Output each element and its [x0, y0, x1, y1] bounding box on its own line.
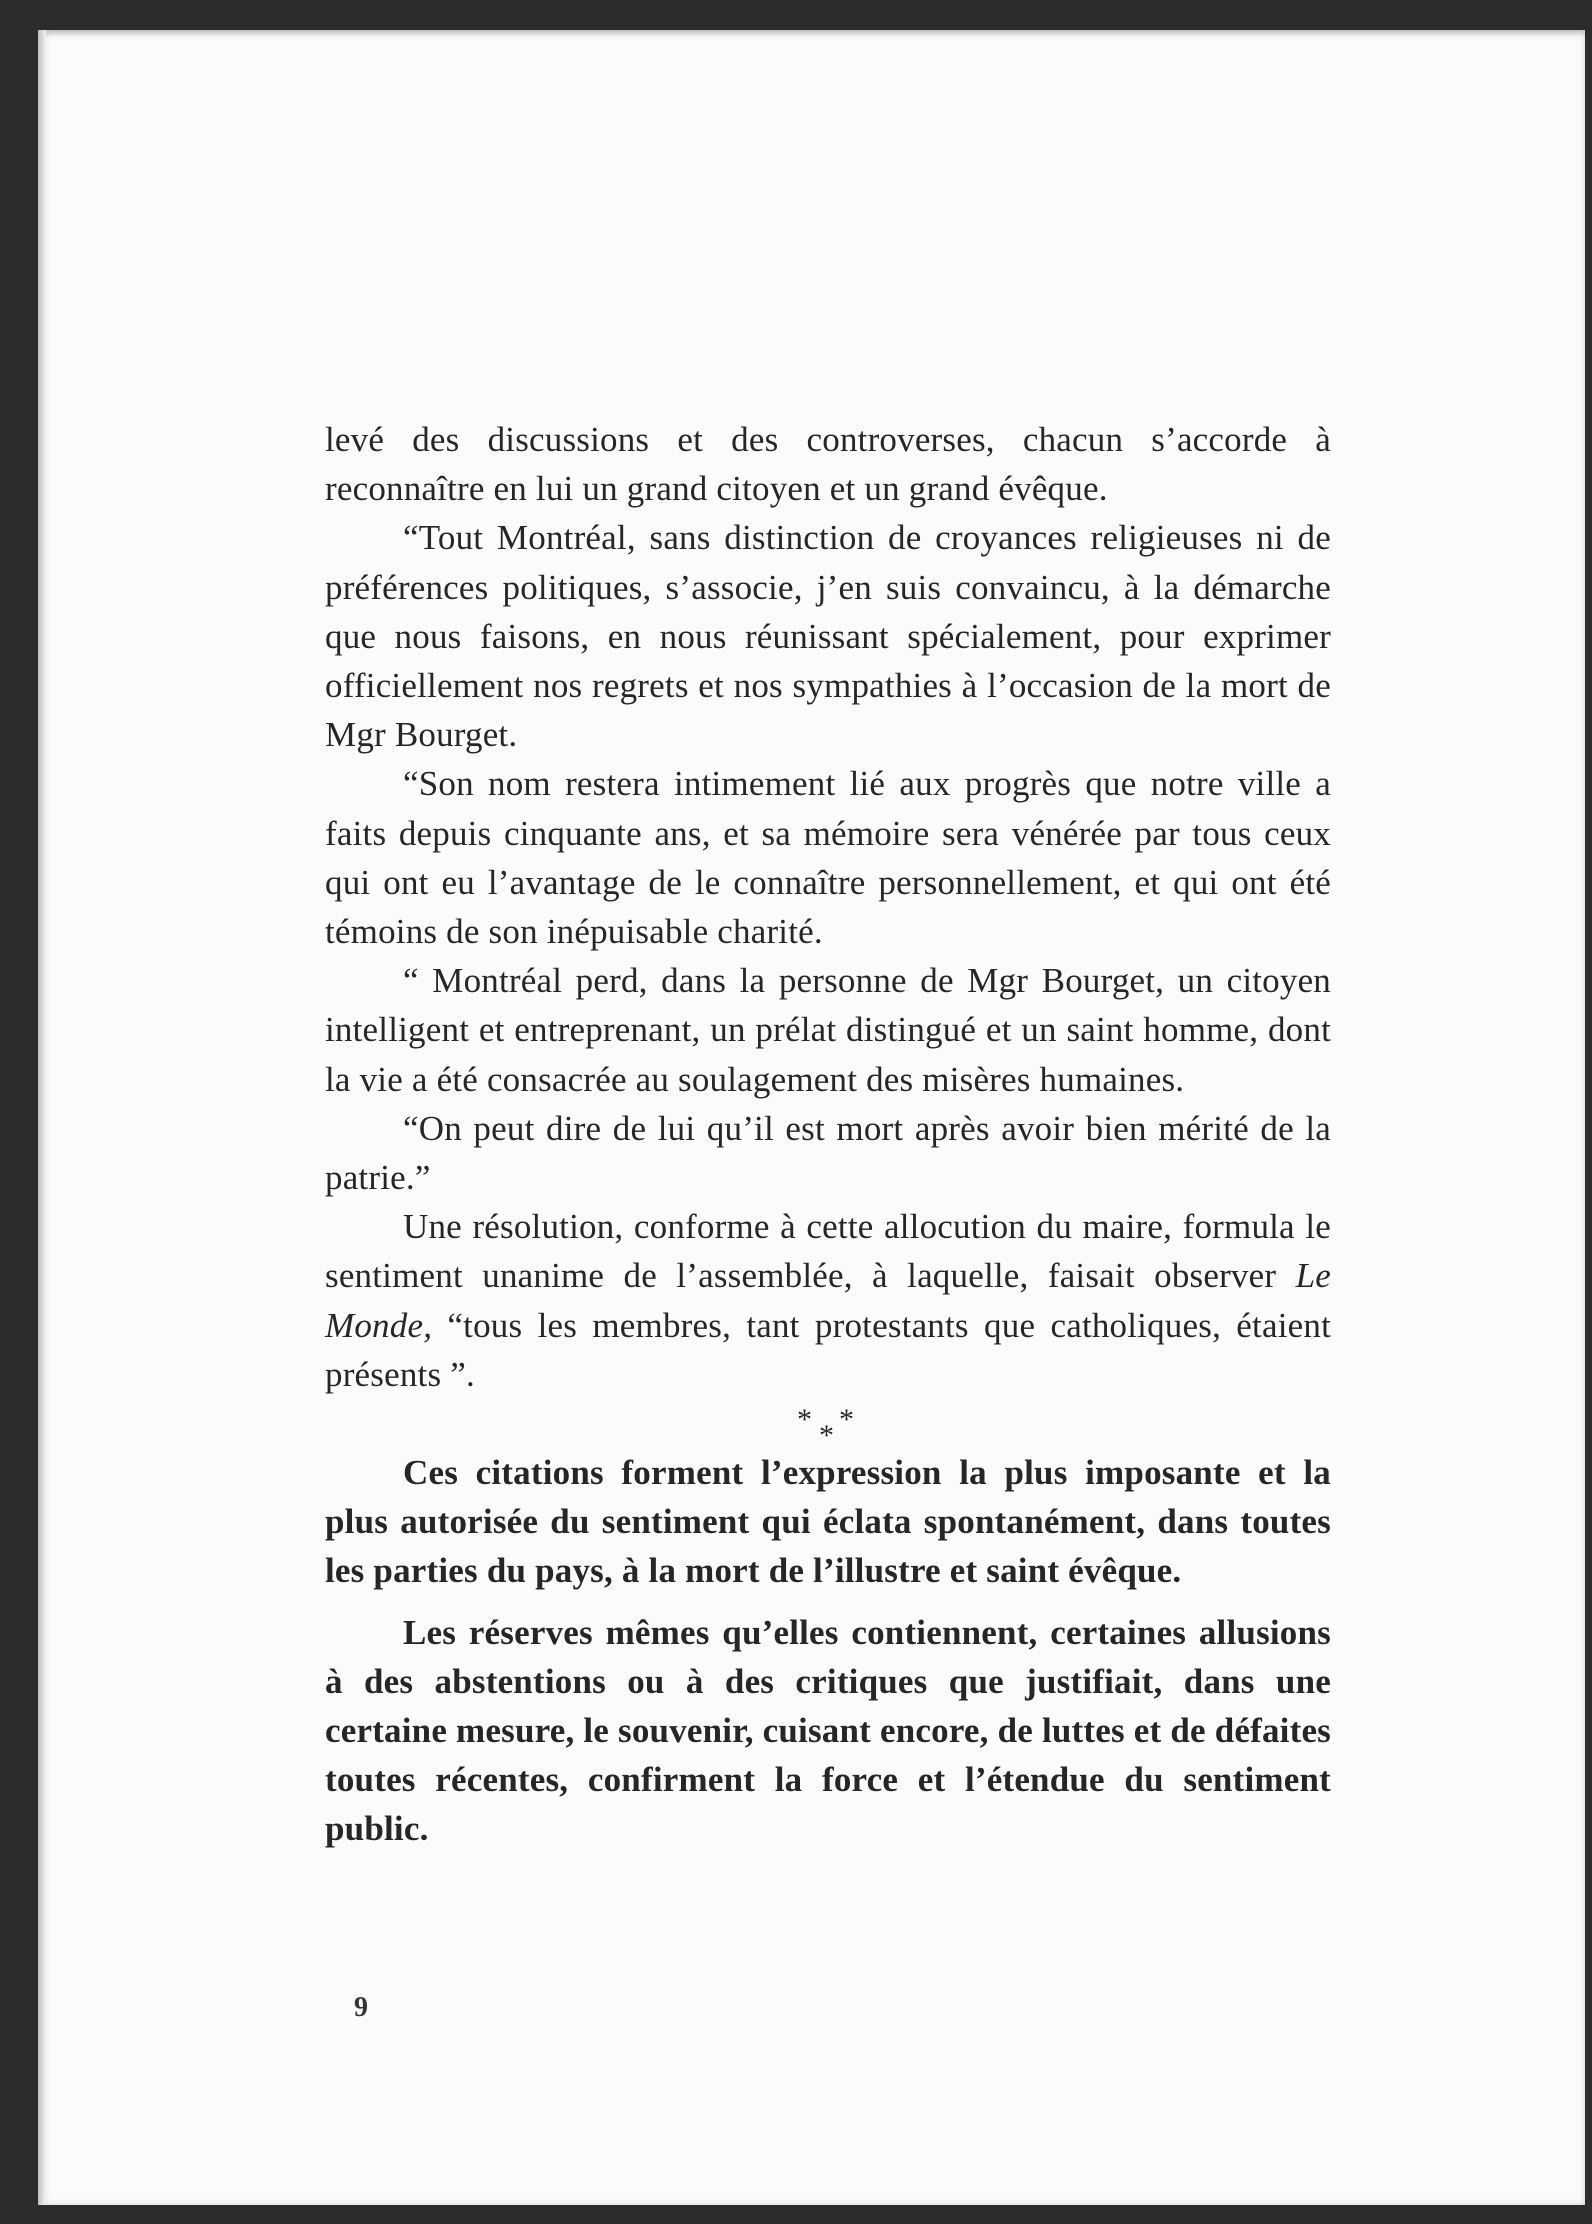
newspaper-title: Le Monde,	[325, 1256, 1331, 1345]
paragraph-quote-1: “Tout Montréal, sans distinction de croyances religieuses ni de préférences politiques, s’associe, j’en suis convaincu, à la démarche que nous faisons, en nous réunissant spécialement, pour exprimer officiellement nos regrets et nos sympathies à l’occasion de la mort de Mgr Bourget.	[325, 518, 1331, 755]
section-separator	[325, 1399, 1331, 1453]
paragraph-reserves: Les réserves mêmes qu’elles contiennent, certaines allusions à des abstentions ou à des critiques que justifiait, dans une certaine mesure, le souvenir, cuisant encore, de luttes et de défaites toutes récentes, confirment la force et l’étendue du sentiment public.	[325, 1612, 1331, 1849]
paragraph-quote-4: “On peut dire de lui qu’il est mort après avoir bien mérité de la patrie.”	[325, 1108, 1331, 1198]
separator-asterisk: *	[839, 1403, 855, 1437]
page-number: 9	[354, 1992, 368, 2023]
body-text	[325, 415, 1331, 1854]
paragraph-resolution	[325, 1202, 1331, 1399]
separator-asterisk: *	[819, 1419, 835, 1453]
separator-asterisk: *	[797, 1403, 813, 1437]
paragraph-quote-2: “Son nom restera intimement lié aux progrès que notre ville a faits depuis cinquante ans, et sa mémoire sera vénérée par tous ceux qui ont eu l’avantage de le connaître personnellement, et qui ont été témoins de son inépuisable charité.	[325, 764, 1331, 952]
paragraph-citations: Ces citations forment l’expression la plus imposante et la plus autorisée du sentiment qui éclata spontanément, dans toutes les parties du pays, à la mort de l’illustre et saint évêque.	[325, 1453, 1331, 1591]
paragraph-continued: levé des discussions et des controverses, chacun s’accorde à reconnaître en lui un grand citoyen et un grand évêque.	[325, 420, 1331, 509]
resolution-text-before: Une résolution, conforme à cette allocution du maire, formula le sentiment unanime de l’assemblée, à laquelle, faisait observer	[325, 1207, 1331, 1296]
page-binding-edge	[38, 30, 46, 2205]
book-page	[38, 30, 1585, 2205]
paragraph-quote-3: “ Montréal perd, dans la personne de Mgr Bourget, un citoyen intelligent et entreprenant, un prélat distingué et un saint homme, dont la vie a été consacrée au soulagement des misères humaines.	[325, 961, 1331, 1099]
resolution-text-after: “tous les membres, tant protestants que catholiques, étaient présents ”.	[325, 1305, 1331, 1394]
